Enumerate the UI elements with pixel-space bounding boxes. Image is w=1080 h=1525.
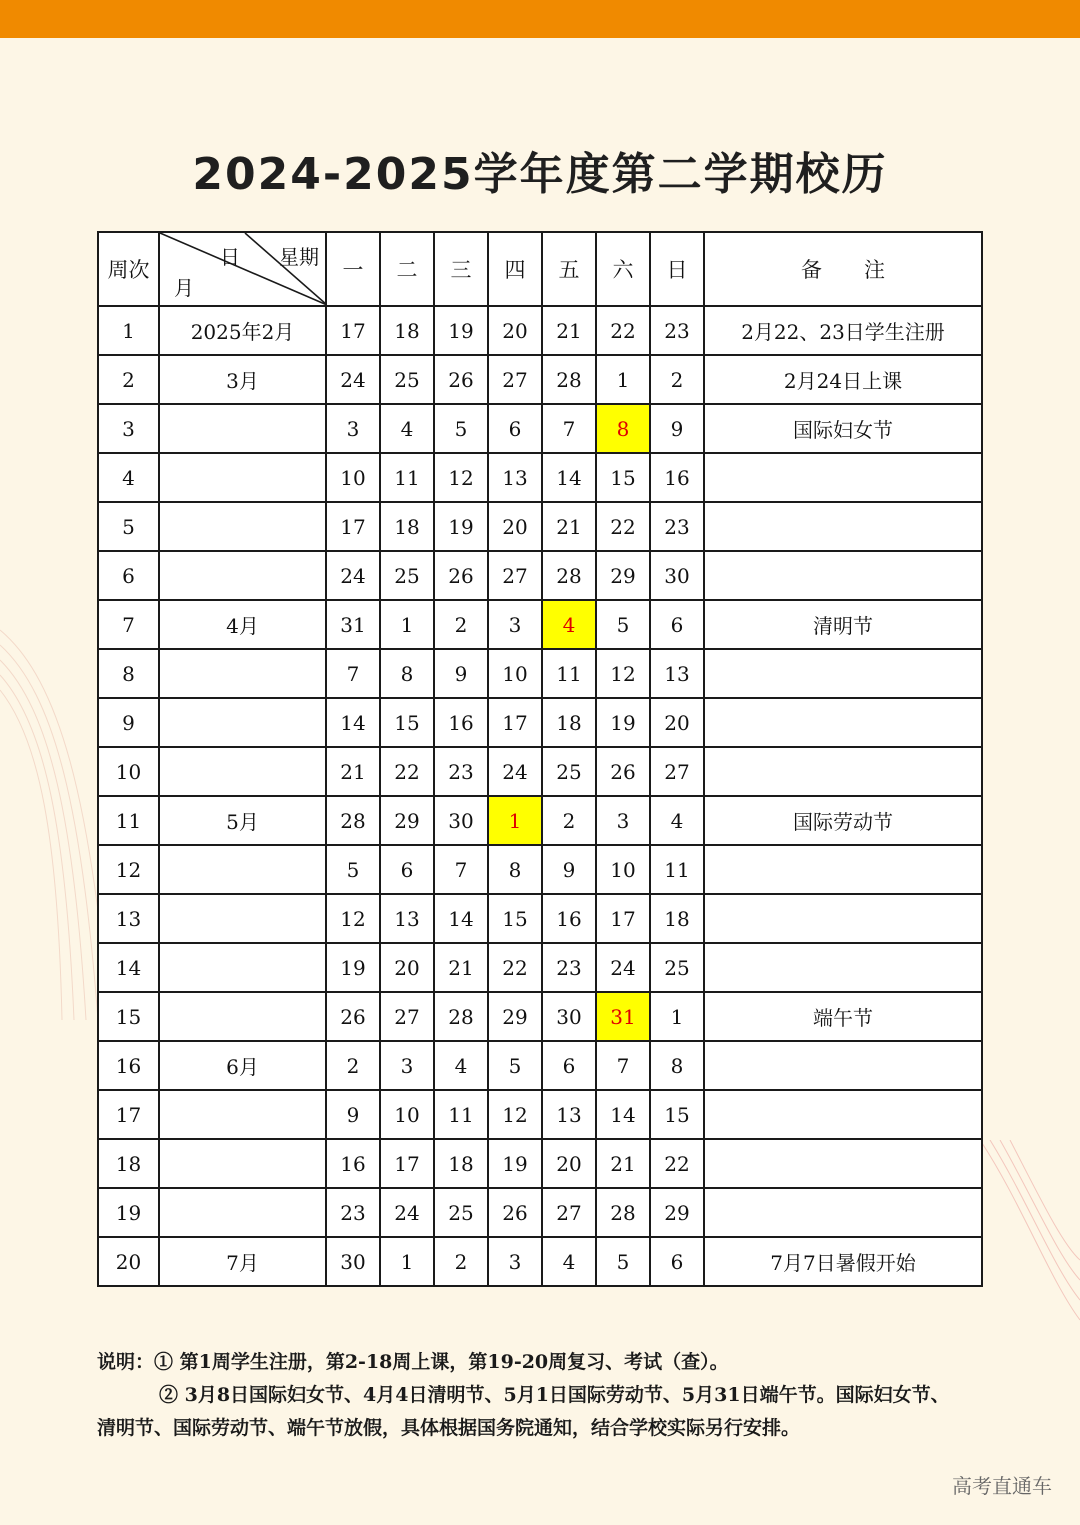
day-cell: 24 — [380, 1188, 434, 1237]
day-cell: 14 — [542, 453, 596, 502]
day-cell: 23 — [650, 306, 704, 355]
day-cell: 23 — [434, 747, 488, 796]
table-row — [98, 404, 982, 453]
table-row — [98, 306, 982, 355]
day-cell: 24 — [596, 943, 650, 992]
day-cell: 1 — [380, 1237, 434, 1286]
holiday-day-cell: 1 — [488, 796, 542, 845]
day-cell: 6 — [488, 404, 542, 453]
week-number-cell: 10 — [98, 747, 159, 796]
day-cell: 11 — [542, 649, 596, 698]
page-title: 2024-2025学年度第二学期校历 — [192, 149, 888, 200]
table-row — [98, 747, 982, 796]
day-cell: 20 — [380, 943, 434, 992]
day-cell: 19 — [434, 306, 488, 355]
month-cell — [159, 1139, 326, 1188]
day-cell: 11 — [650, 845, 704, 894]
day-cell: 1 — [380, 600, 434, 649]
day-cell: 24 — [488, 747, 542, 796]
weekday-header: 三 — [434, 232, 488, 306]
day-cell: 30 — [542, 992, 596, 1041]
day-cell: 26 — [434, 355, 488, 404]
day-cell: 15 — [596, 453, 650, 502]
week-number-cell: 11 — [98, 796, 159, 845]
week-number-cell: 13 — [98, 894, 159, 943]
day-cell: 18 — [650, 894, 704, 943]
month-cell — [159, 992, 326, 1041]
day-cell: 17 — [380, 1139, 434, 1188]
week-number-cell: 18 — [98, 1139, 159, 1188]
day-cell: 22 — [380, 747, 434, 796]
day-cell: 22 — [488, 943, 542, 992]
week-number-cell: 12 — [98, 845, 159, 894]
day-cell: 10 — [596, 845, 650, 894]
month-cell — [159, 551, 326, 600]
month-cell — [159, 943, 326, 992]
day-cell: 5 — [596, 1237, 650, 1286]
day-cell: 16 — [434, 698, 488, 747]
day-cell: 17 — [488, 698, 542, 747]
day-cell: 7 — [434, 845, 488, 894]
month-cell — [159, 1090, 326, 1139]
corner-header — [159, 232, 326, 306]
day-cell: 6 — [380, 845, 434, 894]
day-cell: 21 — [434, 943, 488, 992]
day-cell: 16 — [542, 894, 596, 943]
remark-cell — [704, 551, 982, 600]
day-cell: 7 — [596, 1041, 650, 1090]
remark-cell — [704, 698, 982, 747]
day-cell: 10 — [380, 1090, 434, 1139]
weekday-header: 日 — [650, 232, 704, 306]
remark-cell — [704, 747, 982, 796]
week-number-cell: 20 — [98, 1237, 159, 1286]
table-row — [98, 551, 982, 600]
day-cell: 23 — [650, 502, 704, 551]
note-line: ② 3月8日国际妇女节、4月4日清明节、5月1日国际劳动节、5月31日端午节。国际妇女节、 — [159, 1384, 950, 1406]
weekday-header: 四 — [488, 232, 542, 306]
day-cell: 20 — [650, 698, 704, 747]
table-row — [98, 600, 982, 649]
day-cell: 18 — [380, 306, 434, 355]
day-cell: 12 — [596, 649, 650, 698]
month-cell: 6月 — [159, 1041, 326, 1090]
day-cell: 9 — [542, 845, 596, 894]
day-cell: 5 — [596, 600, 650, 649]
day-cell: 1 — [596, 355, 650, 404]
remark-cell: 2月24日上课 — [704, 355, 982, 404]
month-cell: 2025年2月 — [159, 306, 326, 355]
day-cell: 15 — [380, 698, 434, 747]
day-cell: 4 — [434, 1041, 488, 1090]
day-cell: 28 — [542, 355, 596, 404]
day-cell: 25 — [380, 355, 434, 404]
corner-day-label: 日 — [220, 245, 240, 269]
note-line: 说明：① 第1周学生注册，第2-18周上课，第19-20周复习、考试（查）。 — [97, 1351, 729, 1373]
day-cell: 19 — [488, 1139, 542, 1188]
day-cell: 19 — [434, 502, 488, 551]
day-cell: 18 — [380, 502, 434, 551]
day-cell: 25 — [650, 943, 704, 992]
month-cell: 5月 — [159, 796, 326, 845]
remark-cell — [704, 845, 982, 894]
top-accent-bar — [0, 0, 1080, 38]
day-cell: 12 — [326, 894, 380, 943]
table-row — [98, 649, 982, 698]
day-cell: 30 — [434, 796, 488, 845]
week-number-cell: 16 — [98, 1041, 159, 1090]
remark-cell — [704, 1139, 982, 1188]
week-number-cell: 4 — [98, 453, 159, 502]
week-number-cell: 2 — [98, 355, 159, 404]
remark-cell — [704, 1090, 982, 1139]
day-cell: 19 — [326, 943, 380, 992]
day-cell: 9 — [326, 1090, 380, 1139]
day-cell: 20 — [542, 1139, 596, 1188]
day-cell: 13 — [650, 649, 704, 698]
day-cell: 6 — [650, 1237, 704, 1286]
day-cell: 13 — [488, 453, 542, 502]
weekday-header: 六 — [596, 232, 650, 306]
week-number-cell: 9 — [98, 698, 159, 747]
holiday-day-cell: 8 — [596, 404, 650, 453]
day-cell: 1 — [650, 992, 704, 1041]
day-cell: 15 — [488, 894, 542, 943]
day-cell: 8 — [488, 845, 542, 894]
day-cell: 22 — [596, 306, 650, 355]
month-cell — [159, 404, 326, 453]
notes-section — [97, 1346, 1027, 1445]
week-column-header: 周次 — [98, 232, 159, 306]
table-row — [98, 698, 982, 747]
week-number-cell: 17 — [98, 1090, 159, 1139]
day-cell: 29 — [650, 1188, 704, 1237]
day-cell: 26 — [326, 992, 380, 1041]
day-cell: 22 — [650, 1139, 704, 1188]
day-cell: 13 — [542, 1090, 596, 1139]
day-cell: 3 — [596, 796, 650, 845]
day-cell: 11 — [434, 1090, 488, 1139]
table-row — [98, 355, 982, 404]
day-cell: 7 — [542, 404, 596, 453]
month-cell — [159, 453, 326, 502]
day-cell: 5 — [434, 404, 488, 453]
day-cell: 15 — [650, 1090, 704, 1139]
day-cell: 31 — [326, 600, 380, 649]
day-cell: 30 — [326, 1237, 380, 1286]
day-cell: 20 — [488, 306, 542, 355]
day-cell: 7 — [326, 649, 380, 698]
day-cell: 27 — [380, 992, 434, 1041]
week-number-cell: 15 — [98, 992, 159, 1041]
day-cell: 16 — [326, 1139, 380, 1188]
week-number-cell: 5 — [98, 502, 159, 551]
day-cell: 3 — [488, 1237, 542, 1286]
holiday-day-cell: 31 — [596, 992, 650, 1041]
table-row — [98, 502, 982, 551]
day-cell: 20 — [488, 502, 542, 551]
day-cell: 6 — [542, 1041, 596, 1090]
remark-cell: 国际妇女节 — [704, 404, 982, 453]
weekday-header: 五 — [542, 232, 596, 306]
remark-cell — [704, 502, 982, 551]
day-cell: 19 — [596, 698, 650, 747]
weekday-header: 一 — [326, 232, 380, 306]
day-cell: 28 — [542, 551, 596, 600]
day-cell: 28 — [434, 992, 488, 1041]
day-cell: 27 — [488, 551, 542, 600]
day-cell: 14 — [434, 894, 488, 943]
day-cell: 14 — [326, 698, 380, 747]
holiday-day-cell: 4 — [542, 600, 596, 649]
day-cell: 10 — [326, 453, 380, 502]
day-cell: 3 — [488, 600, 542, 649]
day-cell: 5 — [326, 845, 380, 894]
corner-weekday-label: 星期 — [279, 245, 319, 269]
corner-month-label: 月 — [174, 276, 194, 300]
day-cell: 23 — [326, 1188, 380, 1237]
month-cell: 7月 — [159, 1237, 326, 1286]
day-cell: 9 — [434, 649, 488, 698]
day-cell: 4 — [380, 404, 434, 453]
day-cell: 3 — [326, 404, 380, 453]
day-cell: 17 — [326, 502, 380, 551]
day-cell: 25 — [542, 747, 596, 796]
remark-cell: 国际劳动节 — [704, 796, 982, 845]
day-cell: 12 — [434, 453, 488, 502]
day-cell: 14 — [596, 1090, 650, 1139]
remark-cell: 2月22、23日学生注册 — [704, 306, 982, 355]
day-cell: 17 — [596, 894, 650, 943]
table-row — [98, 943, 982, 992]
week-number-cell: 7 — [98, 600, 159, 649]
day-cell: 25 — [434, 1188, 488, 1237]
calendar-body — [98, 306, 982, 1286]
day-cell: 21 — [542, 502, 596, 551]
day-cell: 29 — [380, 796, 434, 845]
table-row — [98, 845, 982, 894]
remark-cell — [704, 943, 982, 992]
week-number-cell: 14 — [98, 943, 159, 992]
remark-cell: 清明节 — [704, 600, 982, 649]
day-cell: 3 — [380, 1041, 434, 1090]
day-cell: 18 — [542, 698, 596, 747]
table-row — [98, 1188, 982, 1237]
day-cell: 5 — [488, 1041, 542, 1090]
day-cell: 18 — [434, 1139, 488, 1188]
day-cell: 11 — [380, 453, 434, 502]
week-number-cell: 1 — [98, 306, 159, 355]
table-row — [98, 453, 982, 502]
day-cell: 26 — [596, 747, 650, 796]
month-cell — [159, 894, 326, 943]
remarks-header: 备 注 — [704, 232, 982, 306]
day-cell: 26 — [434, 551, 488, 600]
table-row — [98, 1041, 982, 1090]
day-cell: 8 — [380, 649, 434, 698]
week-number-cell: 19 — [98, 1188, 159, 1237]
day-cell: 28 — [326, 796, 380, 845]
table-row — [98, 1139, 982, 1188]
month-cell — [159, 845, 326, 894]
month-cell: 3月 — [159, 355, 326, 404]
day-cell: 16 — [650, 453, 704, 502]
day-cell: 2 — [434, 600, 488, 649]
week-number-cell: 6 — [98, 551, 159, 600]
remark-cell: 端午节 — [704, 992, 982, 1041]
remark-cell — [704, 649, 982, 698]
day-cell: 21 — [326, 747, 380, 796]
remark-cell — [704, 1041, 982, 1090]
week-number-cell: 8 — [98, 649, 159, 698]
remark-cell — [704, 453, 982, 502]
day-cell: 13 — [380, 894, 434, 943]
day-cell: 27 — [488, 355, 542, 404]
month-cell — [159, 649, 326, 698]
month-cell — [159, 1188, 326, 1237]
month-cell: 4月 — [159, 600, 326, 649]
header-row — [98, 232, 982, 306]
week-number-cell: 3 — [98, 404, 159, 453]
table-row — [98, 894, 982, 943]
calendar-table — [97, 231, 983, 1287]
day-cell: 2 — [542, 796, 596, 845]
month-cell — [159, 698, 326, 747]
note-line: 清明节、国际劳动节、端午节放假，具体根据国务院通知，结合学校实际另行安排。 — [97, 1417, 801, 1439]
day-cell: 28 — [596, 1188, 650, 1237]
day-cell: 27 — [650, 747, 704, 796]
day-cell: 8 — [650, 1041, 704, 1090]
watermark-text: 高考直通车 — [952, 1474, 1052, 1498]
day-cell: 30 — [650, 551, 704, 600]
day-cell: 4 — [650, 796, 704, 845]
day-cell: 29 — [488, 992, 542, 1041]
day-cell: 2 — [650, 355, 704, 404]
day-cell: 2 — [326, 1041, 380, 1090]
day-cell: 29 — [596, 551, 650, 600]
day-cell: 25 — [380, 551, 434, 600]
month-cell — [159, 502, 326, 551]
day-cell: 6 — [650, 600, 704, 649]
day-cell: 21 — [542, 306, 596, 355]
day-cell: 21 — [596, 1139, 650, 1188]
remark-cell — [704, 894, 982, 943]
day-cell: 22 — [596, 502, 650, 551]
day-cell: 12 — [488, 1090, 542, 1139]
day-cell: 26 — [488, 1188, 542, 1237]
table-row — [98, 796, 982, 845]
month-cell — [159, 747, 326, 796]
day-cell: 2 — [434, 1237, 488, 1286]
day-cell: 10 — [488, 649, 542, 698]
day-cell: 4 — [542, 1237, 596, 1286]
day-cell: 17 — [326, 306, 380, 355]
day-cell: 24 — [326, 551, 380, 600]
day-cell: 27 — [542, 1188, 596, 1237]
weekday-header: 二 — [380, 232, 434, 306]
table-row — [98, 1237, 982, 1286]
day-cell: 24 — [326, 355, 380, 404]
table-row — [98, 992, 982, 1041]
table-row — [98, 1090, 982, 1139]
remark-cell — [704, 1188, 982, 1237]
day-cell: 9 — [650, 404, 704, 453]
day-cell: 23 — [542, 943, 596, 992]
remark-cell: 7月7日暑假开始 — [704, 1237, 982, 1286]
